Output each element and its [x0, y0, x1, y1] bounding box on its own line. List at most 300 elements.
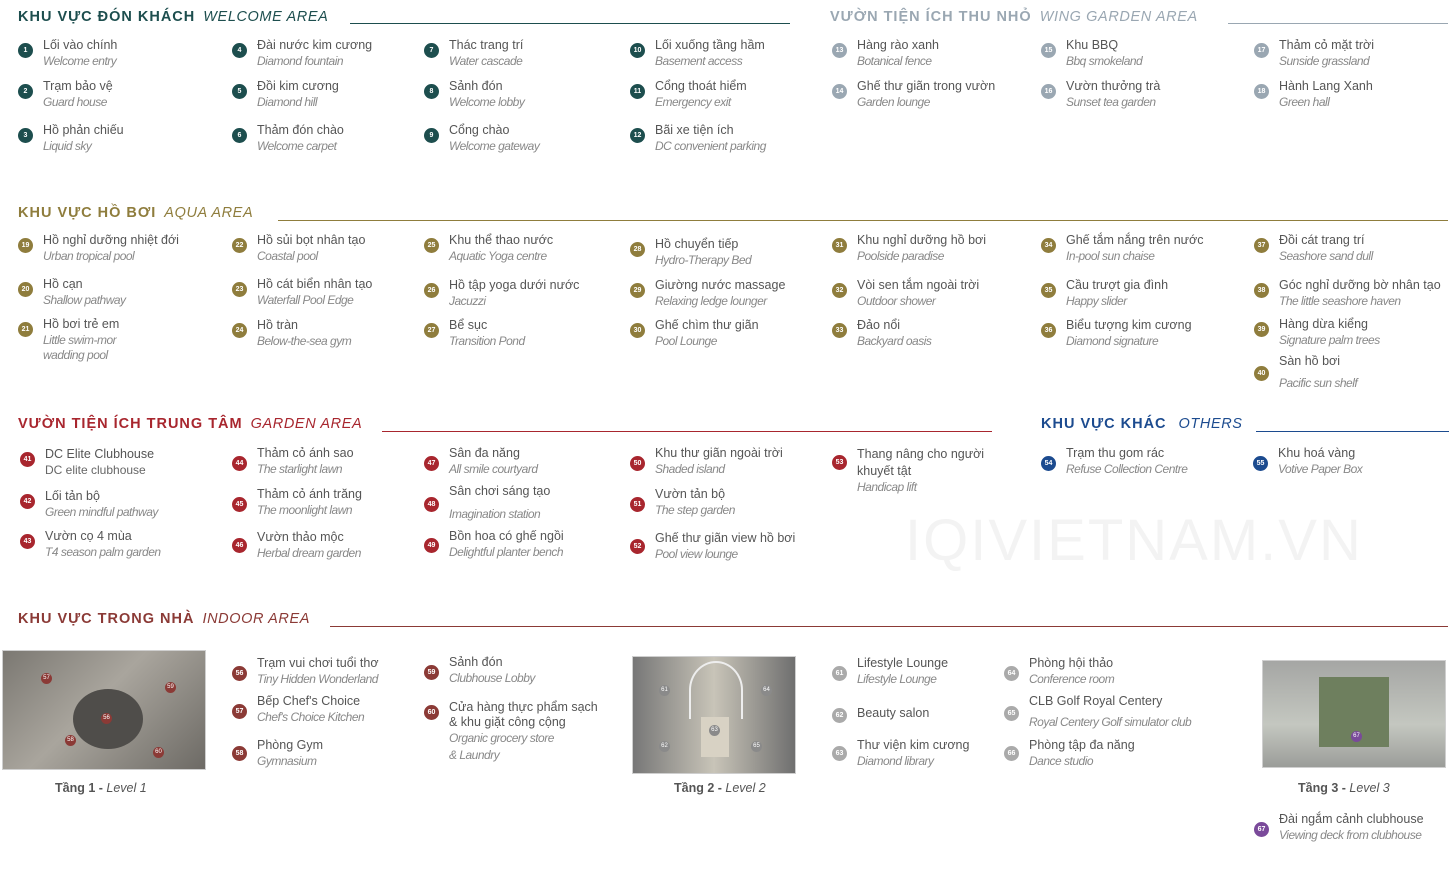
section-divider [350, 23, 790, 24]
item-name-vi: Hồ cạn [43, 277, 83, 291]
item-name-en: The little seashore haven [1279, 294, 1401, 308]
legend-item [424, 446, 629, 478]
section-title-en: INDOOR AREA [202, 611, 311, 627]
plan-marker: 61 [659, 685, 670, 696]
item-name-en: Seashore sand dull [1279, 249, 1373, 263]
plan-marker: 62 [659, 741, 670, 752]
legend-item [1254, 317, 1454, 349]
number-badge: 22 [232, 238, 247, 253]
item-name-en: Sunside grassland [1279, 54, 1370, 68]
level-label-en: Level 1 [106, 781, 147, 795]
item-name-en: Botanical fence [857, 54, 932, 68]
item-name-vi: Thảm đón chào [257, 123, 344, 137]
item-name-en: Poolside paradise [857, 249, 944, 263]
number-badge: 8 [424, 84, 439, 99]
item-name-en: The step garden [655, 503, 735, 517]
others-area-title [1041, 416, 1243, 432]
legend-item [1253, 446, 1454, 478]
number-badge: 9 [424, 128, 439, 143]
item-name-en: Refuse Collection Centre [1066, 462, 1188, 476]
number-badge: 52 [630, 539, 645, 554]
item-name-vi: Hàng dừa kiểng [1279, 317, 1368, 331]
lobby-shape [701, 717, 729, 757]
section-title-en: OTHERS [1178, 416, 1243, 432]
item-name-en: Chef's Choice Kitchen [257, 710, 365, 724]
item-name-en: Votive Paper Box [1278, 462, 1363, 476]
item-name-vi: Khu BBQ [1066, 38, 1119, 52]
number-badge: 23 [232, 282, 247, 297]
item-name-vi: Vườn tản bộ [655, 487, 726, 501]
section-title-en: GARDEN AREA [250, 416, 363, 432]
item-name-vi: Phòng hội thảo [1029, 656, 1114, 670]
section-title-vi: KHU VỰC TRONG NHÀ [18, 611, 195, 627]
item-name-en: Bbq smokeland [1066, 54, 1143, 68]
section-title-en: WELCOME AREA [203, 9, 329, 25]
item-name-vi: Lifestyle Lounge [857, 656, 949, 670]
section-divider [278, 220, 1448, 221]
item-name-en: Green mindful pathway [45, 505, 158, 519]
item-name-vi: Đài nước kim cương [257, 38, 373, 52]
item-name-en: Water cascade [449, 54, 523, 68]
legend-item [232, 79, 437, 111]
item-name-en: Shaded island [655, 462, 725, 476]
plan-marker: 56 [101, 713, 112, 724]
item-name-en: Imagination station [449, 507, 541, 521]
item-name-en: Tiny Hidden Wonderland [257, 672, 378, 686]
item-name-vi: Thác trang trí [449, 38, 524, 52]
item-name-vi: Vườn thảo mộc [257, 530, 344, 544]
legend-item [232, 694, 437, 726]
item-name-vi: Thảm cỏ mặt trời [1279, 38, 1375, 52]
item-name-en: Liquid sky [43, 139, 92, 153]
number-badge: 5 [232, 84, 247, 99]
item-name-vi: Cửa hàng thực phẩm sạch [449, 700, 598, 714]
number-badge: 11 [630, 84, 645, 99]
number-badge: 3 [18, 128, 33, 143]
section-divider [1256, 431, 1449, 432]
number-badge: 50 [630, 456, 645, 471]
item-name-en: In-pool sun chaise [1066, 249, 1155, 263]
item-name-vi: Trạm vui chơi tuổi thơ [257, 656, 379, 670]
level-label-en: Level 2 [725, 781, 766, 795]
item-name-en: Shallow pathway [43, 293, 126, 307]
number-badge: 62 [832, 708, 847, 723]
item-name-vi: Bếp Chef's Choice [257, 694, 361, 708]
plan-marker: 64 [761, 685, 772, 696]
legend-item [232, 318, 437, 350]
watermark: IQIVIETNAM.VN [905, 508, 1363, 573]
item-name-en: Emergency exit [655, 95, 731, 109]
item-name-vi: Beauty salon [857, 706, 930, 720]
plan-marker: 58 [65, 735, 76, 746]
legend-item [1041, 79, 1246, 111]
item-name-vi: Hồ nghỉ dưỡng nhiệt đới [43, 233, 179, 247]
plan-marker: 60 [153, 747, 164, 758]
number-badge: 14 [832, 84, 847, 99]
item-name-vi-line2: khuyết tật [857, 464, 912, 478]
item-name-vi: Bể sục [449, 318, 488, 332]
level-label-vi: Tầng 2 - [674, 781, 722, 795]
legend-item [424, 79, 629, 111]
number-badge: 35 [1041, 283, 1056, 298]
item-name-en: Organic grocery store [449, 731, 554, 745]
section-title-vi: VƯỜN TIỆN ÍCH THU NHỎ [830, 9, 1032, 25]
item-name-vi: Thang nâng cho người [857, 447, 985, 461]
item-name-en-line2: wadding pool [43, 348, 108, 362]
item-name-en: Coastal pool [257, 249, 318, 263]
legend-item [832, 38, 1037, 70]
number-badge: 18 [1254, 84, 1269, 99]
legend-item [18, 277, 223, 309]
level-label-en: Level 3 [1349, 781, 1390, 795]
item-name-vi: Hồ phản chiếu [43, 123, 124, 137]
number-badge: 65 [1004, 706, 1019, 721]
item-name-en: Gymnasium [257, 754, 317, 768]
number-badge: 19 [18, 238, 33, 253]
item-name-en: Conference room [1029, 672, 1115, 686]
item-name-vi: Vườn cọ 4 mùa [45, 529, 132, 543]
item-name-en: Guard house [43, 95, 107, 109]
legend-item [1041, 446, 1246, 478]
level-label-vi: Tầng 1 - [55, 781, 103, 795]
item-name-en: Welcome lobby [449, 95, 525, 109]
number-badge: 60 [424, 705, 439, 720]
item-name-vi: Cổng thoát hiểm [655, 79, 747, 93]
item-name-en: Garden lounge [857, 95, 930, 109]
item-name-vi: Phòng Gym [257, 738, 324, 752]
item-name-vi: Vòi sen tắm ngoài trời [857, 278, 980, 292]
item-name-en: The starlight lawn [257, 462, 343, 476]
item-name-en: Pool view lounge [655, 547, 738, 561]
legend-item [630, 237, 835, 269]
item-name-en: Happy slider [1066, 294, 1127, 308]
item-name-vi: Ghế tắm nắng trên nước [1066, 233, 1204, 247]
number-badge: 44 [232, 456, 247, 471]
number-badge: 17 [1254, 43, 1269, 58]
number-badge: 57 [232, 704, 247, 719]
number-badge: 61 [832, 666, 847, 681]
item-name-en: Green hall [1279, 95, 1330, 109]
number-badge: 46 [232, 538, 247, 553]
legend-item [832, 447, 1037, 496]
level-1-caption [55, 781, 147, 795]
item-name-vi: Hồ bơi trẻ em [43, 317, 120, 331]
item-name-en: Relaxing ledge lounger [655, 294, 767, 308]
legend-item [424, 655, 629, 687]
item-name-vi: Khu nghỉ dưỡng hồ bơi [857, 233, 987, 247]
level-3-caption [1298, 781, 1390, 795]
legend-item [424, 700, 629, 764]
number-badge: 1 [18, 43, 33, 58]
plan-marker: 59 [165, 682, 176, 693]
legend-item [1041, 278, 1246, 310]
item-name-vi: Vườn thưởng trà [1066, 79, 1161, 93]
item-name-vi: Thư viện kim cương [857, 738, 970, 752]
plan-marker: 57 [41, 673, 52, 684]
number-badge: 54 [1041, 456, 1056, 471]
number-badge: 29 [630, 283, 645, 298]
item-name-en: Pacific sun shelf [1279, 376, 1358, 390]
item-name-vi-line2: & khu giặt công cộng [449, 715, 566, 729]
item-name-vi: Hành Lang Xanh [1279, 79, 1373, 93]
item-name-en: Clubhouse Lobby [449, 671, 535, 685]
section-title-vi: KHU VỰC HỒ BƠI [18, 205, 157, 221]
item-name-vi: Sân chơi sáng tạo [449, 484, 551, 498]
legend-item [424, 123, 629, 155]
legend-item [18, 233, 223, 265]
legend-item [232, 530, 437, 562]
number-badge: 42 [20, 494, 35, 509]
item-name-en: Outdoor shower [857, 294, 936, 308]
legend-item [18, 317, 223, 362]
item-name-vi: Biểu tượng kim cương [1066, 318, 1192, 332]
number-badge: 56 [232, 666, 247, 681]
item-name-vi: Đài ngắm cảnh clubhouse [1279, 812, 1424, 826]
plan-marker: 65 [751, 741, 762, 752]
number-badge: 26 [424, 283, 439, 298]
item-name-en: Below-the-sea gym [257, 334, 352, 348]
item-name-vi: Bồn hoa có ghế ngồi [449, 529, 564, 543]
item-name-en: Herbal dream garden [257, 546, 361, 560]
item-name-en: All smile courtyard [449, 462, 538, 476]
legend-item [832, 318, 1037, 350]
number-badge: 7 [424, 43, 439, 58]
item-name-en: Viewing deck from clubhouse [1279, 828, 1422, 842]
item-name-vi: CLB Golf Royal Centery [1029, 694, 1163, 708]
item-name-en: Signature palm trees [1279, 333, 1380, 347]
item-name-en-line2: & Laundry [449, 748, 500, 762]
legend-item [20, 489, 225, 521]
wing-garden-title [830, 9, 1198, 25]
legend-item [1254, 812, 1454, 844]
legend-item [424, 38, 629, 70]
legend-item [832, 79, 1037, 111]
number-badge: 48 [424, 497, 439, 512]
item-name-vi: Bãi xe tiện ích [655, 123, 734, 137]
item-name-en: Pool Lounge [655, 334, 717, 348]
item-name-vi: Sân đa năng [449, 446, 520, 460]
number-badge: 66 [1004, 746, 1019, 761]
item-name-en: Little swim-mor [43, 333, 117, 347]
item-name-vi: Hồ tập yoga dưới nước [449, 278, 580, 292]
legend-item [424, 484, 629, 523]
number-badge: 40 [1254, 366, 1269, 381]
item-name-vi: Đảo nổi [857, 318, 901, 332]
number-badge: 24 [232, 323, 247, 338]
number-badge: 64 [1004, 666, 1019, 681]
plan-marker: 63 [709, 725, 720, 736]
item-name-en: DC elite clubhouse [45, 463, 146, 477]
number-badge: 39 [1254, 322, 1269, 337]
legend-item [232, 277, 437, 309]
legend-item [424, 278, 629, 310]
item-name-en: Waterfall Pool Edge [257, 293, 354, 307]
section-title-en: AQUA AREA [164, 205, 254, 221]
welcome-area-title [18, 9, 328, 25]
level-1-floor-plan [2, 650, 206, 770]
number-badge: 13 [832, 43, 847, 58]
level-label-vi: Tầng 3 - [1298, 781, 1346, 795]
number-badge: 37 [1254, 238, 1269, 253]
item-name-vi: Ghế chìm thư giãn [655, 318, 759, 332]
item-name-vi: Ghế thư giãn view hồ bơi [655, 531, 796, 545]
legend-item [232, 233, 437, 265]
item-name-en: Diamond fountain [257, 54, 344, 68]
legend-item [832, 278, 1037, 310]
legend-item [424, 529, 629, 561]
item-name-en: Urban tropical pool [43, 249, 135, 263]
legend-item [20, 529, 225, 561]
section-title-vi: VƯỜN TIỆN ÍCH TRUNG TÂM [18, 416, 243, 432]
item-name-vi: Cổng chào [449, 123, 510, 137]
item-name-en: Backyard oasis [857, 334, 932, 348]
legend-item [232, 123, 437, 155]
number-badge: 47 [424, 456, 439, 471]
legend-item [630, 531, 835, 563]
item-name-en: Basement access [655, 54, 743, 68]
legend-item [232, 446, 437, 478]
item-name-vi: Đồi kim cương [257, 79, 339, 93]
number-badge: 10 [630, 43, 645, 58]
item-name-vi: Lối tản bộ [45, 489, 100, 503]
item-name-vi: Khu hoá vàng [1278, 446, 1356, 460]
item-name-vi: Hồ cát biển nhân tạo [257, 277, 373, 291]
number-badge: 34 [1041, 238, 1056, 253]
legend-item [630, 38, 835, 70]
number-badge: 63 [832, 746, 847, 761]
legend-item [232, 738, 437, 770]
item-name-en: Royal Centery Golf simulator club [1029, 715, 1192, 729]
item-name-en: DC convenient parking [655, 139, 766, 153]
section-divider [1228, 23, 1448, 24]
number-badge: 53 [832, 455, 847, 470]
legend-item [232, 487, 437, 519]
number-badge: 28 [630, 242, 645, 257]
legend-item [1004, 694, 1209, 731]
number-badge: 43 [20, 534, 35, 549]
item-name-vi: Lối vào chính [43, 38, 118, 52]
item-name-en: Diamond hill [257, 95, 318, 109]
item-name-vi: Góc nghỉ dưỡng bờ nhân tạo [1279, 278, 1441, 292]
aqua-area-title [18, 205, 253, 221]
level-2-floor-plan [632, 656, 796, 774]
item-name-en: Jacuzzi [449, 294, 486, 308]
item-name-vi: Sàn hồ bơi [1279, 354, 1341, 368]
item-name-en: Welcome carpet [257, 139, 337, 153]
legend-item [832, 233, 1037, 265]
item-name-en: Sunset tea garden [1066, 95, 1156, 109]
item-name-vi: Hồ sủi bọt nhân tạo [257, 233, 366, 247]
item-name-vi: Lối xuống tầng hầm [655, 38, 765, 52]
number-badge: 49 [424, 538, 439, 553]
legend-item [424, 318, 629, 350]
legend-item [1004, 656, 1209, 688]
item-name-vi: Phòng tập đa năng [1029, 738, 1135, 752]
item-name-vi: Sảnh đón [449, 79, 503, 93]
item-name-vi: Khu thể thao nước [449, 233, 554, 247]
number-badge: 45 [232, 497, 247, 512]
legend-item [424, 233, 629, 265]
legend-item [630, 278, 835, 310]
section-title-vi: KHU VỰC KHÁC [1041, 416, 1167, 432]
item-name-vi: Thảm cỏ ánh trăng [257, 487, 362, 501]
number-badge: 15 [1041, 43, 1056, 58]
dome-shape [689, 661, 743, 719]
number-badge: 25 [424, 238, 439, 253]
number-badge: 6 [232, 128, 247, 143]
number-badge: 38 [1254, 283, 1269, 298]
number-badge: 59 [424, 665, 439, 680]
item-name-en: Aquatic Yoga centre [449, 249, 547, 263]
item-name-vi: Cầu trượt gia đình [1066, 278, 1169, 292]
item-name-en: T4 season palm garden [45, 545, 161, 559]
item-name-en: Transition Pond [449, 334, 525, 348]
item-name-en: Diamond signature [1066, 334, 1159, 348]
legend-item [630, 318, 835, 350]
level-3-floor-plan [1262, 660, 1446, 768]
legend-item [1041, 318, 1246, 350]
item-name-vi: Giường nước massage [655, 278, 786, 292]
number-badge: 2 [18, 84, 33, 99]
level-2-caption [674, 781, 766, 795]
section-title-en: WING GARDEN AREA [1039, 9, 1198, 25]
item-name-vi: Hàng rào xanh [857, 38, 940, 52]
item-name-vi: Khu thư giãn ngoài trời [655, 446, 783, 460]
indoor-area-title [18, 611, 310, 627]
item-name-en: The moonlight lawn [257, 503, 353, 517]
legend-item [232, 656, 437, 688]
item-name-en: Welcome gateway [449, 139, 540, 153]
item-name-vi: Trạm bảo vệ [43, 79, 113, 93]
legend-item [1041, 38, 1246, 70]
number-badge: 58 [232, 746, 247, 761]
number-badge: 32 [832, 283, 847, 298]
number-badge: 41 [20, 452, 35, 467]
item-name-en: Hydro-Therapy Bed [655, 253, 752, 267]
legend-item [630, 487, 835, 519]
legend-item [18, 123, 223, 155]
section-divider [382, 431, 992, 432]
number-badge: 36 [1041, 323, 1056, 338]
section-divider [330, 626, 1448, 627]
legend-item [1004, 738, 1209, 770]
section-title-vi: KHU VỰC ĐÓN KHÁCH [18, 9, 196, 25]
legend-item [630, 446, 835, 478]
number-badge: 12 [630, 128, 645, 143]
number-badge: 67 [1254, 822, 1269, 837]
number-badge: 55 [1253, 456, 1268, 471]
number-badge: 20 [18, 282, 33, 297]
item-name-en: Diamond library [857, 754, 934, 768]
item-name-en: Handicap lift [857, 480, 917, 494]
item-name-en: Dance studio [1029, 754, 1094, 768]
legend-item [1254, 354, 1454, 392]
garden-area-title [18, 416, 362, 432]
legend-item [1041, 233, 1246, 265]
item-name-en: Welcome entry [43, 54, 117, 68]
legend-item [1254, 233, 1454, 265]
item-name-en: Delightful planter bench [449, 545, 564, 559]
legend-item [630, 123, 835, 155]
item-name-vi: Sảnh đón [449, 655, 503, 669]
number-badge: 51 [630, 497, 645, 512]
legend-item [1254, 278, 1454, 310]
number-badge: 4 [232, 43, 247, 58]
legend-item [232, 38, 437, 70]
legend-item [1254, 79, 1454, 111]
item-name-en: Lifestyle Lounge [857, 672, 937, 686]
plan-marker: 67 [1351, 731, 1362, 742]
